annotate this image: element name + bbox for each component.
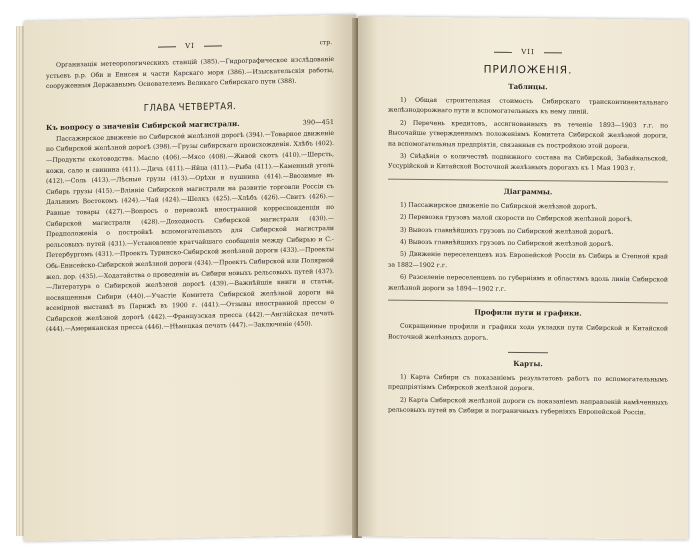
divider — [388, 300, 668, 304]
list-item: 1) Пассажирское движеніе по Сибирской желѣзной дорогѣ. — [400, 201, 598, 211]
list-item: 1) Карта Сибири съ показаніемъ результатовъ работъ по вспомогательнымъ предпріятіямъ Сибирской желѣзной дороги. — [388, 373, 668, 393]
left-intro-paragraph: Организація метеорологическихъ станцій (385).—Гидрографическое изслѣдованіе устьевъ р.р. Оби и Енисея и части Карскаго моря (386).—Изыскательскія работы, сооруженныя Державнымъ Основателемъ Великаго Сибирскаго пути (388). — [46, 55, 334, 91]
right-page-content — [388, 47, 668, 421]
divider — [508, 352, 548, 353]
list-item: 2) Карта Сибирской желѣзной дороги съ показаніемъ направленій намѣченныхъ рельсовыхъ путей въ Сибири и пограничныхъ губерніяхъ Европейской Россіи. — [388, 396, 668, 417]
section-heading-diagrams: Діаграммы. — [503, 186, 553, 197]
right-page-number-text: VII — [521, 47, 535, 57]
signature-mark: стр. — [319, 39, 332, 47]
right-page-number — [388, 47, 668, 58]
left-page-number-text: VI — [185, 41, 195, 51]
left-page-number — [46, 39, 334, 53]
open-book — [14, 8, 692, 546]
right-page — [358, 16, 688, 539]
left-page-content — [46, 39, 334, 336]
list-item: 1) Общая строительная стоимость Сибирскаго трансконтинентальнаго желѣзнодорожнаго пути и вспомогательныхъ къ нему линій. — [388, 96, 668, 117]
list-item: 4) Вывозъ главнѣйшихъ грузовъ по Сибирской желѣзной дорогѣ. — [400, 238, 614, 249]
list-item: 5) Движеніе переселенцевъ изъ Европейской Россіи въ Сибирь и Степной край за 1882—1902 г.г. — [388, 251, 668, 270]
list-item: 2) Перечень кредитовъ, ассигнованныхъ въ теченіе 1893—1903 г.г. по Высочайше утвержденнымъ положеніямъ Комитета Сибирской желѣзной дороги, на вспомогательныя предпріятія, связанныя съ постройкою этой дороги. — [388, 119, 668, 150]
section-heading-profiles: Профили пути и графики. — [474, 307, 582, 318]
section-title: Къ вопросу о значеніи Сибирской магистрали. — [46, 118, 240, 132]
left-body-paragraph: Пассажирское движеніе по Сибирской желѣзной дорогѣ (394).—Товарное движеніе по Сибирской желѣзной дорогѣ (398).—Грузы сибирскаго происхожденія. Хлѣбъ (402).—Продукты скотоводства. Масло (406).—Мясо (408).—Живой скотъ (410).—Шерсть, кожи, сало и свинина (411).—Дичь (411).—Яйца (411).—Рыба (411).—Каменный уголь (412).—Соль (413).—Лѣсные грузы (413).—Орѣхи и пушнина (414).—Ввозимые въ Сибирь грузы (415).—Вліяніе Сибирской магистрали на развитіе торговли Россіи съ Дальнимъ Востокомъ (424).—Чай (424).—Шелкъ (425).—Хлѣбъ (426).—Свитъ (426).—Равные товары (427).—Вопросъ о перевозкѣ иностранной корреспонденціи по Сибирской магистрали (428).—Доходность Сибирской магистрали (430).—Предположенія о постройкѣ вспомогательныхъ для Сибирской магистрали рельсовыхъ путей (431).—Установленіе кратчайшаго сообщенія между Сибирью и С.-Петербургомъ (431).—Проектъ Туринско-Сибирской желѣзной дороги (433).—Проекты Обь-Енисейско-Сибирской желѣзной дороги (434).—Проектъ Сибирской или Полярной жел. дор. (435).—Ходатайства о проведеніи въ Сибири новыхъ рельсовыхъ путей (437).—Литература о Сибирской желѣзной дорогѣ (439).—Важнѣйшія книги и статьи, посвященныя Сибири (440).—Участіе Комитета Сибирской желѣзной дороги на всемірной выставкѣ въ Парижѣ въ 1900 г. (441).—Отзывы иностранной прессы о Сибирской желѣзной дорогѣ (442).—Французская пресса (442).—Англійская печать (444).—Американская пресса (446).—Нѣмецкая печать (447).—Заключеніе (450). — [46, 129, 334, 334]
left-page — [24, 15, 356, 542]
section-heading-maps: Карты. — [513, 358, 543, 369]
section-heading-tables: Таблицы. — [508, 81, 548, 92]
list-item: 2) Перевозка грузовъ малой скорости по Сибирской желѣзной дорогѣ. — [400, 213, 633, 224]
section-page-range: 390—451 — [302, 117, 334, 127]
list-item: 3) Свѣдѣнія о количествѣ подвижного состава на Сибирской, Забайкальской, Уссурійской и Китайской Восточной желѣзныхъ дорогахъ къ 1 Мая 1903 г. — [388, 152, 668, 173]
list-item: 6) Разселеніе переселенцевъ по губерніямъ и областямъ вдоль линіи Сибирской желѣзной дороги за 1894—1902 г.г. — [388, 273, 668, 293]
appendix-title: ПРИЛОЖЕНІЯ. — [483, 63, 573, 77]
list-item: Сокращенные профили и графики хода укладки пути Сибирской и Китайской Восточной желѣзныхъ дорогъ. — [388, 322, 668, 342]
list-item: 3) Вывозъ главнѣйшихъ грузовъ по Сибирской желѣзной дорогѣ. — [400, 226, 614, 236]
divider — [388, 178, 668, 182]
chapter-title: ГЛАВА ЧЕТВЕРТАЯ. — [143, 100, 237, 114]
